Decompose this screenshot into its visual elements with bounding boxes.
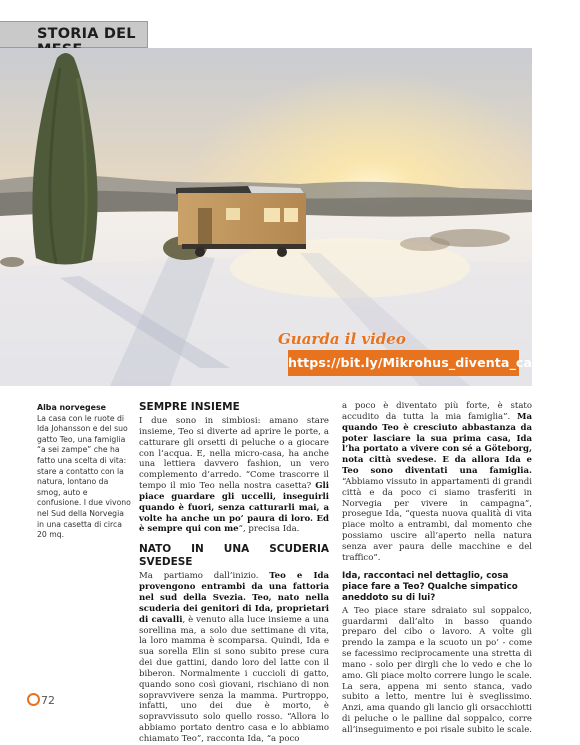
caption-title: Alba norvegese — [37, 403, 107, 412]
photo-caption — [37, 403, 132, 541]
subhead-sempre-insieme: SEMPRE INSIEME — [139, 401, 240, 413]
article-column-1 — [139, 401, 329, 745]
hero-photo — [0, 48, 532, 386]
text-highlight: Gli piace guardare gli uccelli, inseguirli quando è fuori, senza catturarli mai, a volte ha anche un po’ paura di loro. Ed è sempre qui con me — [139, 481, 329, 535]
paragraph-3 — [342, 401, 532, 564]
snowy-landscape-illustration — [0, 48, 532, 386]
page-number-text: 72 — [41, 694, 55, 707]
article-column-2 — [342, 401, 532, 736]
text-highlight: Teo e Ida provengono entrambi da una fattoria nel sud della Svezia. Teo, nato nella scuderia dei genitori di Ida, proprietari di cavalli — [139, 571, 329, 625]
text-run: ”, precisa Ida. — [238, 524, 300, 535]
text-highlight: Ma quando Teo è cresciuto abbastanza da poter lasciare la sua prima casa, Ida l’ha portato a vivere con sé a Göteborg, nota città svedese. E da allora Ida e Teo sono diventati una famiglia. — [342, 411, 532, 477]
video-link-button[interactable]: https://bit.ly/Mikrohus_diventa_casa — [288, 350, 519, 376]
q-logo-icon — [27, 693, 40, 706]
page-number — [27, 693, 55, 707]
video-label: Guarda il video — [278, 330, 406, 348]
section-tab — [0, 21, 148, 48]
paragraph-1 — [139, 416, 329, 535]
paragraph-2 — [139, 571, 329, 745]
section-title: STORIA DEL — [37, 26, 136, 42]
paragraph-4: A Teo piace stare sdraiato sul soppalco, guardarmi dall’alto in basso quando preparo del cibo o lavoro. A volte gli prendo la zampa e la scuoto un po’ - come se facessimo reciprocamente una stretta di mano - solo per dirgli che lo vedo e che lo amo. Gli piace molto correre lungo le scale. La sera, appena mi sento stanca, vado subito a letto, mentre lui è sveglissimo. Anzi, ama quando gli lancio gli orsacchiotti di peluche o le palline dal soppalco, corre all’inseguimento e poi risale subito le scale. — [342, 605, 532, 735]
text-run: , è venuto alla luce insieme a una sorellina ma, a solo due settimane di vita, la loro mamma è scomparsa. Quindi, Ida e sua sorella Elin si sono subito prese cura dei due gattini, dando loro del latte con il biberon. Normalmente i cuccioli di gatto, quando sono così giovani, rischiano di non sopravvivere senza la mamma. Purtroppo, infatti, uno dei due è morto, è sopravvissuto solo quello rosso. “Allora lo abbiamo portato dentro casa e lo abbiamo chiamato Teo”, racconta Ida, “a poco — [139, 614, 329, 744]
text-run: I due sono in simbiosi: amano stare insieme, Teo si diverte ad aprire le porte, a catturare gli orsetti di peluche o a giocare con l’acqua. E, nella micro-casa, ha anche una lettiera davvero fashion, un vero complemento d’arredo. “Come trascorre il tempo il mio Teo nella nostra casetta? — [139, 416, 329, 492]
text-run: a poco è diventato più forte, è stato accudito da tutta la mia famiglia”. — [342, 401, 532, 422]
interview-question: Ida, raccontaci nel dettaglio, cosa piace fare a Teo? Qualche simpatico aneddoto su di lui? — [342, 570, 518, 603]
subhead-nato-scuderia: NATO IN UNA SCUDERIA SVEDESE — [139, 543, 329, 569]
text-run: “Abbiamo vissuto in appartamenti di grandi città e da poco ci siamo trasferiti in Norvegia per vivere in campagna”, prosegue Ida, “questa nuova qualità di vita piace molto a entrambi, dal momento che possiamo uscire all’aperto nella natura senza aver paura delle macchine e del traffico”. — [342, 476, 532, 563]
caption-text: La casa con le ruote di Ida Johansson e del suo gatto Teo, una famiglia “a sei zampe” che ha fatto una scelta di vita: stare a contatto con la natura, lontano da smog, auto e confusione. I due vivono nel Sud della Norvegia in una casetta di circa 20 mq. — [37, 413, 131, 540]
text-run: Ma partiamo dall’inizio. — [139, 571, 270, 582]
tiny-house — [176, 186, 306, 257]
